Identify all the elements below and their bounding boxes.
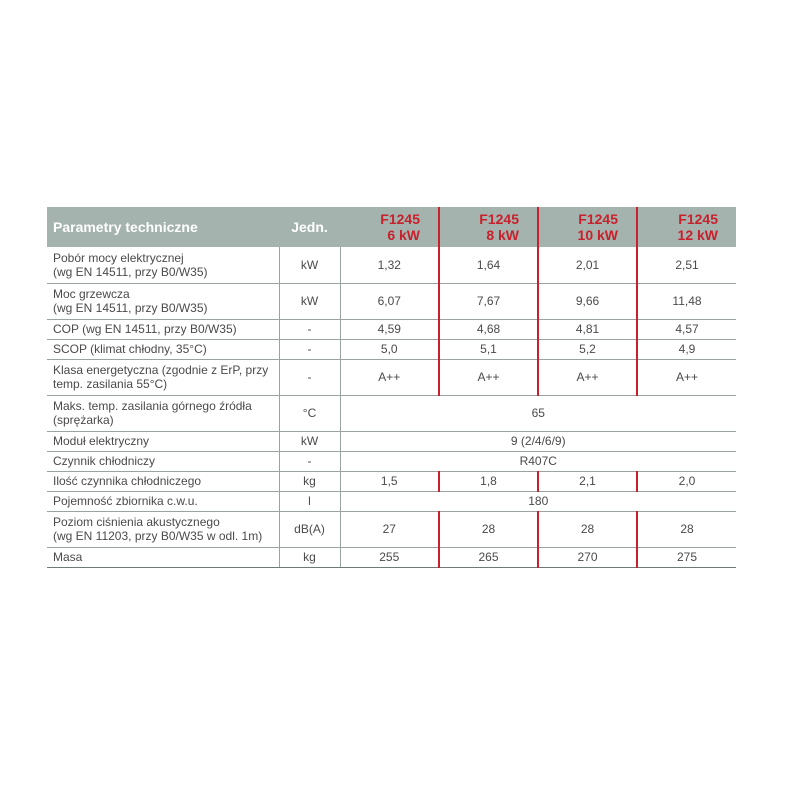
param-line: (wg EN 14511, przy B0/W35) — [53, 301, 208, 315]
table-row — [47, 431, 736, 451]
table-row — [47, 511, 736, 547]
value-cell: 4,57 — [637, 319, 736, 339]
param-cell — [47, 491, 279, 511]
param-cell — [47, 339, 279, 359]
value-cell: 28 — [439, 511, 538, 547]
param-line: Pobór mocy elektrycznej — [53, 250, 184, 265]
unit-cell: - — [279, 451, 340, 471]
model-name: F1245 — [479, 211, 519, 227]
param-line: (sprężarka) — [53, 413, 114, 427]
param-cell — [47, 359, 279, 395]
param-line: Poziom ciśnienia akustycznego — [53, 515, 220, 529]
table-row — [47, 283, 736, 319]
param-line: Pojemność zbiornika c.w.u. — [53, 494, 198, 508]
param-line: SCOP (klimat chłodny, 35°C) — [53, 342, 207, 356]
unit-cell: kg — [279, 471, 340, 491]
spec-table — [47, 207, 736, 568]
unit-cell: °C — [279, 395, 340, 431]
param-cell — [47, 283, 279, 319]
unit-cell: dB(A) — [279, 511, 340, 547]
param-line: Masa — [53, 550, 83, 564]
value-cell: 255 — [340, 547, 439, 567]
param-line: Moduł elektryczny — [53, 434, 150, 448]
value-cell: A++ — [637, 359, 736, 395]
value-cell: 2,01 — [538, 247, 637, 283]
table-row — [47, 547, 736, 567]
value-cell: 6,07 — [340, 283, 439, 319]
model-header-10kw — [538, 207, 637, 247]
unit-cell: kW — [279, 283, 340, 319]
value-cell: 2,51 — [637, 247, 736, 283]
param-line: Ilość czynnika chłodniczego — [53, 474, 202, 488]
value-cell: 270 — [538, 547, 637, 567]
unit-cell: - — [279, 339, 340, 359]
value-cell: 275 — [637, 547, 736, 567]
unit-cell: - — [279, 319, 340, 339]
value-cell: A++ — [340, 359, 439, 395]
value-cell: A++ — [439, 359, 538, 395]
param-line: (wg EN 11203, przy B0/W35 w odl. 1m) — [53, 529, 263, 543]
param-cell — [47, 471, 279, 491]
value-cell: 5,0 — [340, 339, 439, 359]
value-cell: 11,48 — [637, 283, 736, 319]
table-row — [47, 451, 736, 471]
model-header-8kw — [439, 207, 538, 247]
value-cell: 1,5 — [340, 471, 439, 491]
param-line: Maks. temp. zasilania górnego źródła — [53, 399, 252, 413]
value-cell: 1,8 — [439, 471, 538, 491]
merged-value-cell: 9 (2/4/6/9) — [340, 431, 736, 451]
unit-cell: kg — [279, 547, 340, 567]
table-row — [47, 247, 736, 283]
value-cell: 7,67 — [439, 283, 538, 319]
unit-header: Jedn. — [279, 207, 340, 247]
value-cell: 265 — [439, 547, 538, 567]
value-cell: 5,2 — [538, 339, 637, 359]
model-name: F1245 — [678, 211, 718, 227]
table-row — [47, 339, 736, 359]
param-line: Moc grzewcza — [53, 287, 130, 301]
table-row — [47, 471, 736, 491]
param-cell — [47, 451, 279, 471]
model-power: 8 kW — [486, 227, 519, 243]
param-cell — [47, 511, 279, 547]
value-cell: A++ — [538, 359, 637, 395]
model-power: 10 kW — [577, 227, 618, 243]
value-cell: 4,68 — [439, 319, 538, 339]
value-cell: 2,0 — [637, 471, 736, 491]
table-row — [47, 491, 736, 511]
param-cell — [47, 247, 279, 283]
unit-cell: kW — [279, 431, 340, 451]
table-row — [47, 395, 736, 431]
value-cell: 28 — [637, 511, 736, 547]
value-cell: 4,59 — [340, 319, 439, 339]
unit-cell: kW — [279, 247, 340, 283]
model-name: F1245 — [380, 211, 420, 227]
param-cell — [47, 547, 279, 567]
param-header: Parametry techniczne — [47, 207, 279, 247]
param-line: COP (wg EN 14511, przy B0/W35) — [53, 322, 237, 336]
model-header-6kw — [340, 207, 439, 247]
model-name: F1245 — [578, 211, 618, 227]
value-cell: 2,1 — [538, 471, 637, 491]
model-power: 6 kW — [387, 227, 420, 243]
model-power: 12 kW — [677, 227, 718, 243]
value-cell: 4,9 — [637, 339, 736, 359]
unit-cell: - — [279, 359, 340, 395]
value-cell: 9,66 — [538, 283, 637, 319]
param-line: (wg EN 14511, przy B0/W35) — [53, 264, 208, 279]
table-row — [47, 359, 736, 395]
param-cell — [47, 395, 279, 431]
header-row — [47, 207, 736, 247]
value-cell: 4,81 — [538, 319, 637, 339]
param-line: temp. zasilania 55°C) — [53, 377, 168, 391]
param-cell — [47, 431, 279, 451]
param-line: Czynnik chłodniczy — [53, 454, 156, 468]
table-row — [47, 319, 736, 339]
param-line: Klasa energetyczna (zgodnie z ErP, przy — [53, 363, 269, 377]
value-cell: 27 — [340, 511, 439, 547]
value-cell: 1,32 — [340, 247, 439, 283]
value-cell: 1,64 — [439, 247, 538, 283]
value-cell: 5,1 — [439, 339, 538, 359]
param-cell — [47, 319, 279, 339]
model-header-12kw — [637, 207, 736, 247]
merged-value-cell: 180 — [340, 491, 736, 511]
unit-cell: l — [279, 491, 340, 511]
merged-value-cell: R407C — [340, 451, 736, 471]
merged-value-cell: 65 — [340, 395, 736, 431]
value-cell: 28 — [538, 511, 637, 547]
